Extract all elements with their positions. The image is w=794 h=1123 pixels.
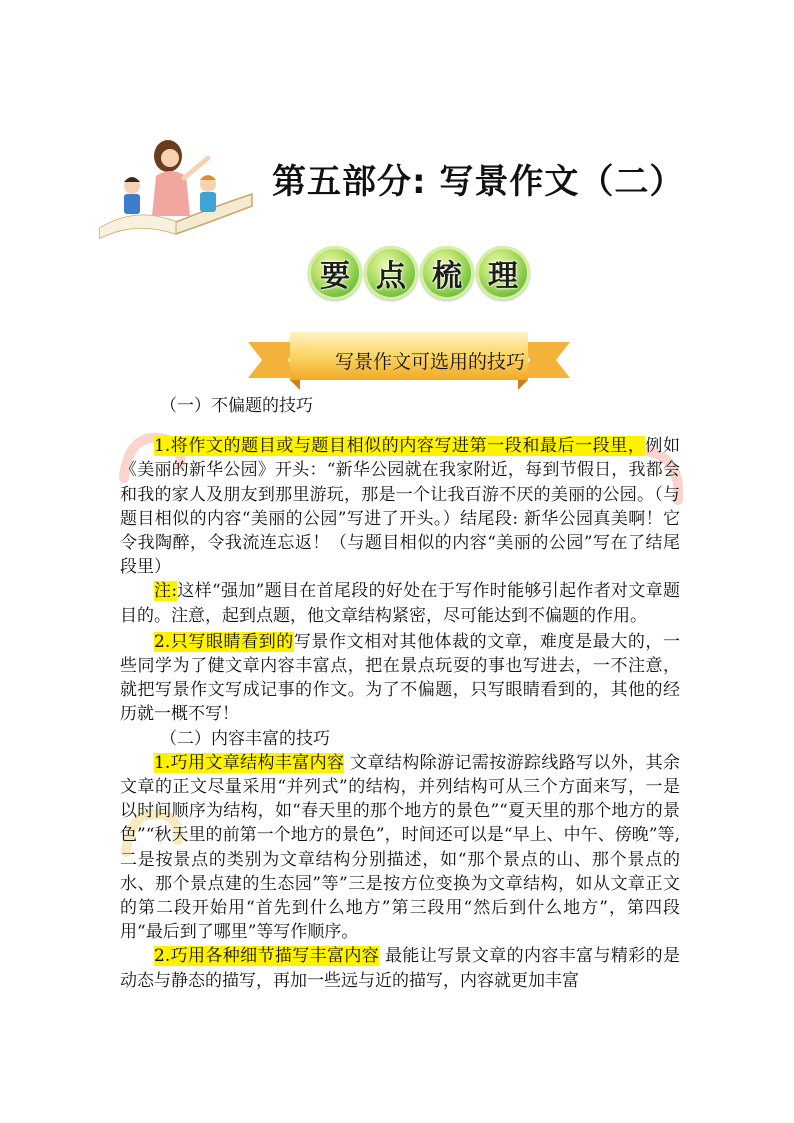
paragraph xyxy=(120,751,680,945)
highlighted-text: 2.只写眼睛看到的 xyxy=(154,631,294,652)
teacher-children-book-illustration xyxy=(96,136,256,240)
badge-char: 点 xyxy=(364,246,418,300)
highlighted-text: 1.巧用文章结构丰富内容 xyxy=(154,752,345,773)
paragraph-text: 文章结构除游记需按游踪线路写以外，其余文章的正文尽量采用“并列式”的结构，并列结构可从三个方面来写，一是以时间顺序为结构，如“春天里的那个地方的景色”“夏天里的那个地方的景色”“秋天里的前第一个地方的景色”，时间还可以是“早上、中午、傍晚”等, 二是按景点的类别为文章结构分别描述，如“那个景点的山、那个景点的水、那个景点建的生态园”等”三是按方位变换为文章结构，如从文章正文的第二段开始用“首先到什么地方”第三段用“然后到什么地方”，第四段用“最后到了哪里”等写作顺序。 xyxy=(120,752,680,943)
paragraph xyxy=(120,944,680,992)
paragraph xyxy=(120,630,680,727)
badge-char: 梳 xyxy=(420,246,474,300)
badge-char: 理 xyxy=(476,246,530,300)
section-heading: （一）不偏题的技巧 xyxy=(160,396,313,416)
highlighted-text: 2.巧用各种细节描写丰富内容 xyxy=(154,946,380,967)
badge-char: 要 xyxy=(308,246,362,300)
section-heading: （二）内容丰富的技巧 xyxy=(160,728,330,749)
paragraph-text: 最能让写景文章的内容丰富与精彩的是动态与静态的描写，再加一些远与近的描写，内容就更加丰富 xyxy=(120,946,680,991)
key-points-badges xyxy=(308,246,530,300)
paragraph-text: 这样“强加”题目在首尾段的好处在于写作时能够引起作者对文章题目的。注意，起到点题，他文章结构紧密，尽可能达到不偏题的作用。 xyxy=(120,581,680,626)
paragraph-text: 写景作文相对其他体裁的文章，难度是最大的，一些同学为了健文章内容丰富点，把在景点玩耍的事也写进去，一不注意，就把写景作文写成记事的作文。为了不偏题，只写眼睛看到的，其他的经历就一概不写！ xyxy=(120,631,680,725)
paragraph xyxy=(120,579,680,627)
article-body xyxy=(120,394,680,993)
paragraph-text: 例如《美丽的新华公园》开头：“新华公园就在我家附近，每到节假日，我都会和我的家人及朋友到那里游玩，那是一个让我百游不厌的美丽的公园。（与题目相似的内容“美丽的公园”写进了开头。）结尾段: 新华公园真美啊！它令我陶醉，令我流连忘返！（与题目相似的内容“美丽的公园”写在了结尾段里） xyxy=(120,436,681,578)
highlighted-text: 1.将作文的题目或与题目相似的内容写进第一段和最后一段里， xyxy=(154,436,646,457)
paragraph xyxy=(120,434,680,579)
page-title: 第五部分: 写景作文（二） xyxy=(272,162,685,202)
ribbon-title: 写景作文可选用的技巧 xyxy=(334,351,525,373)
highlighted-text: 注: xyxy=(154,581,178,602)
